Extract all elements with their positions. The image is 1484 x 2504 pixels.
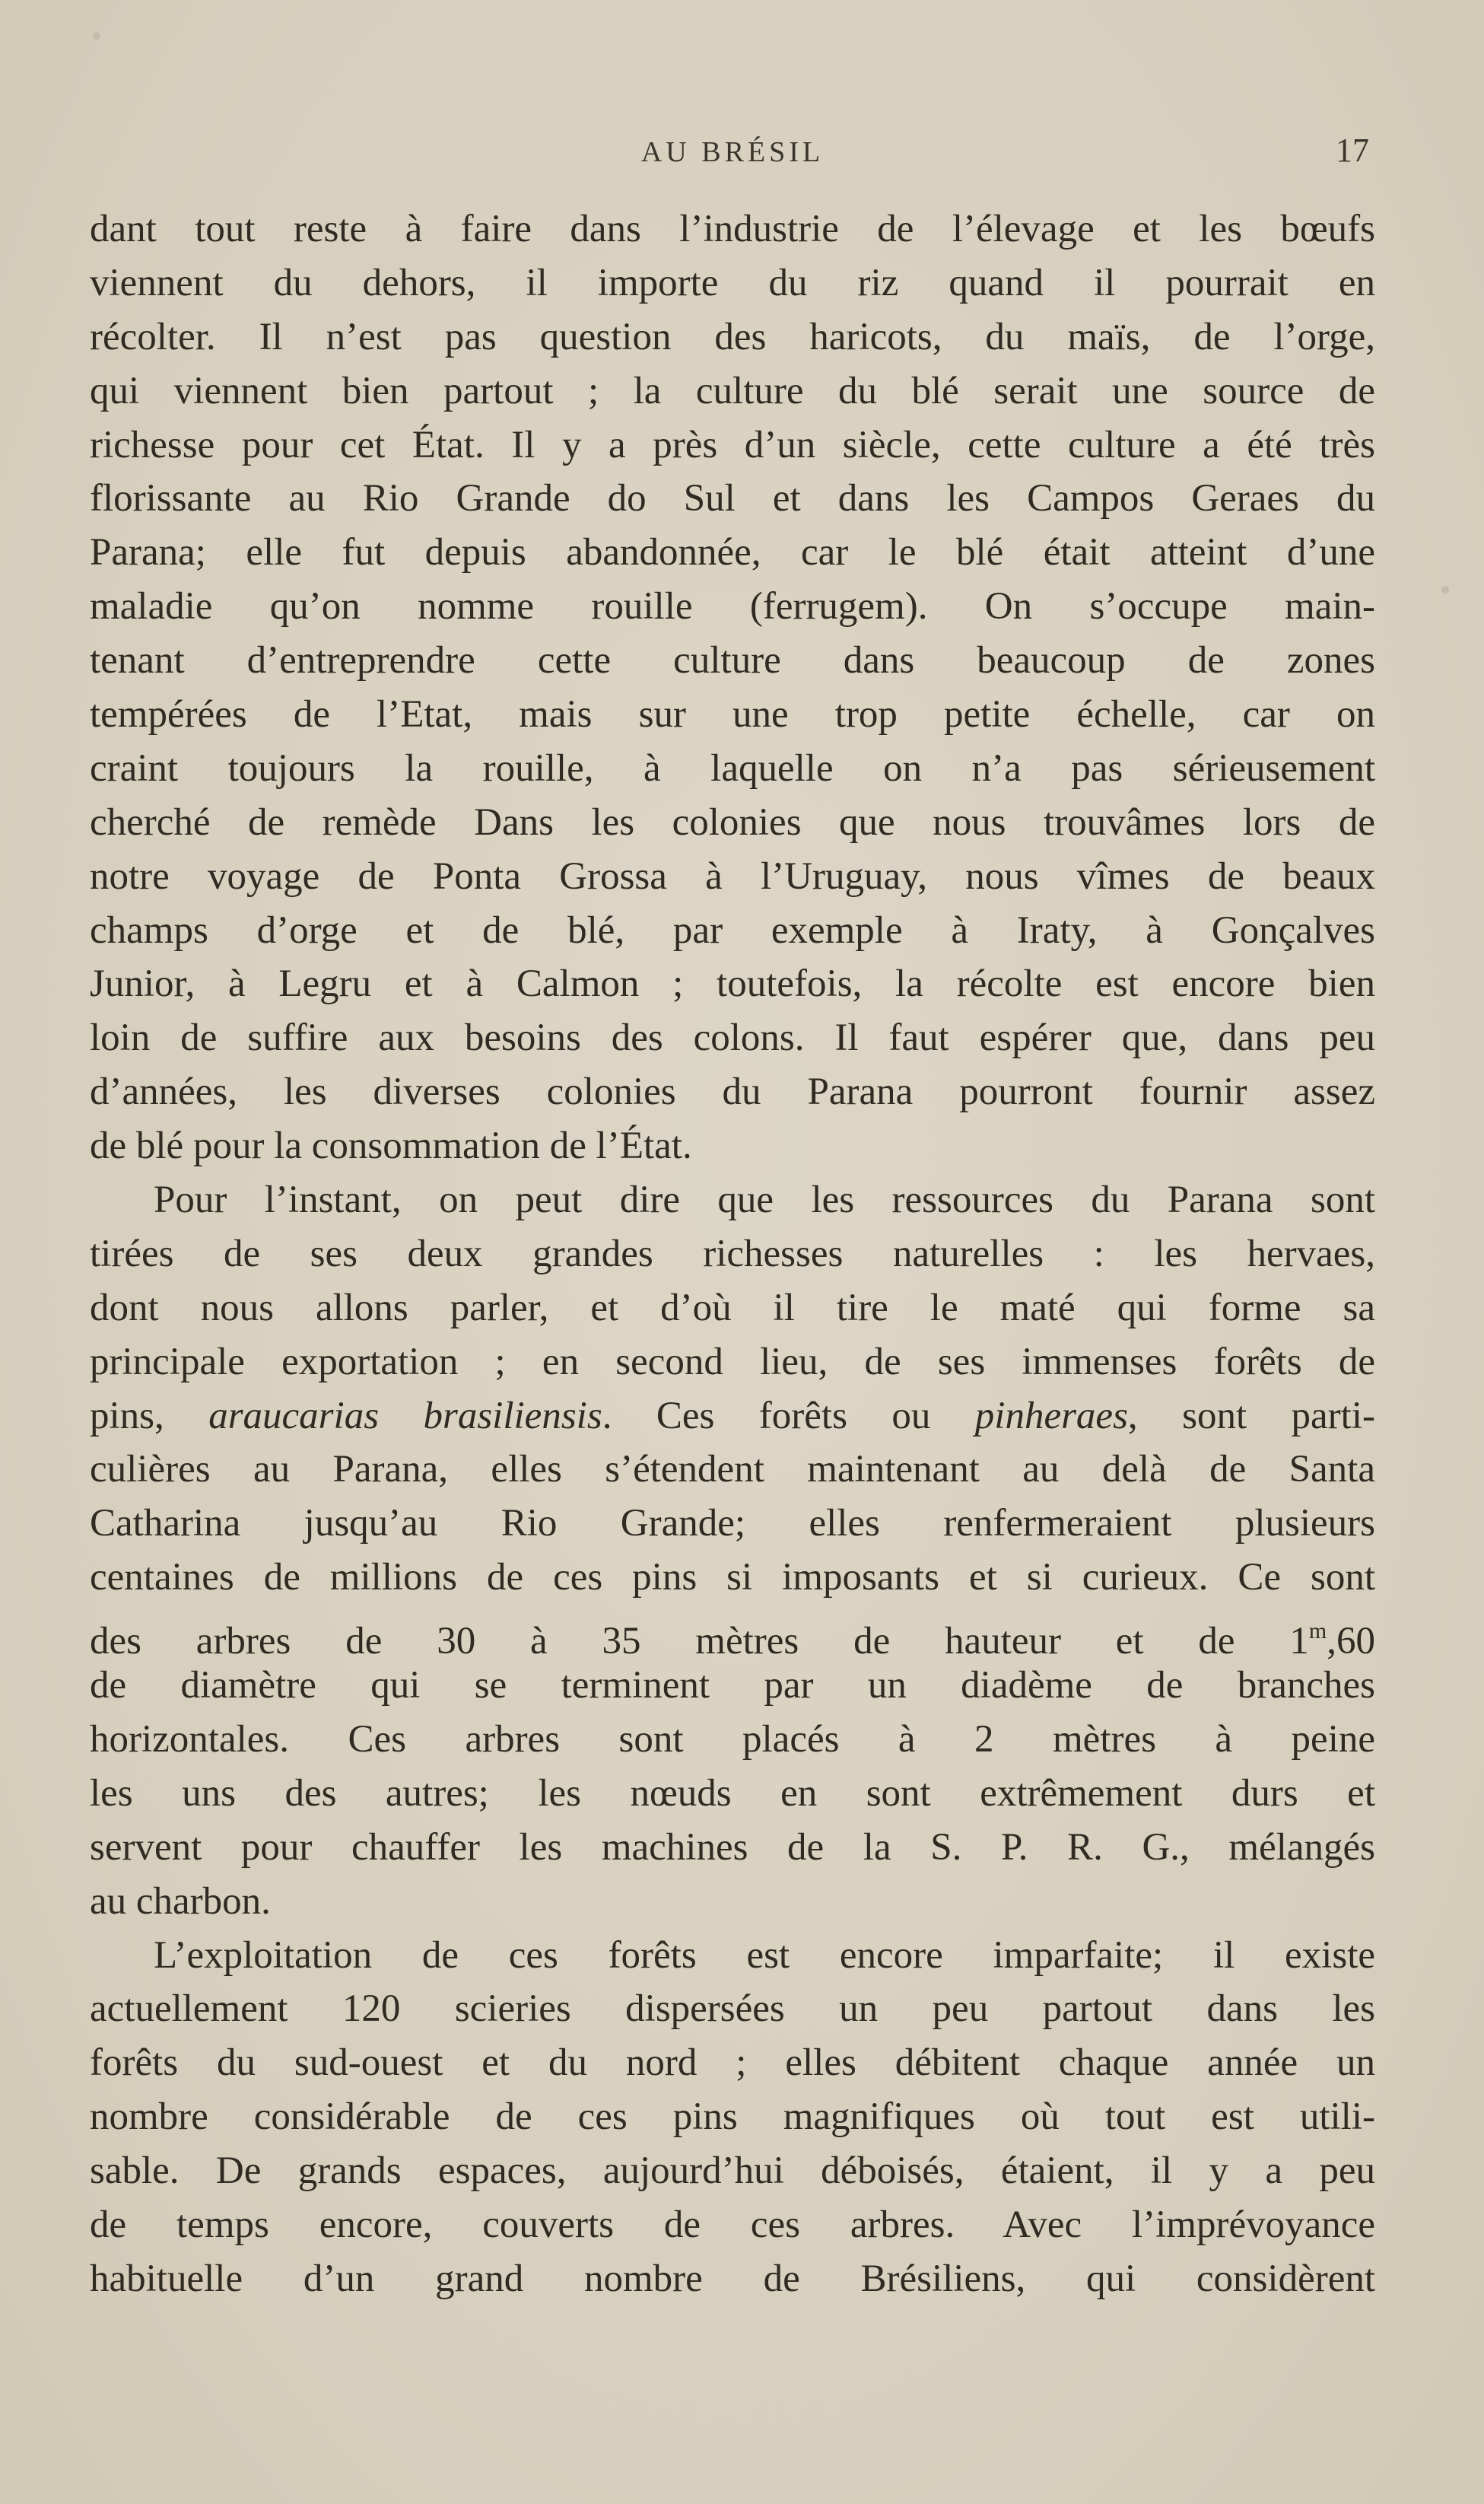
italic-term: araucarias brasiliensis [208, 1394, 602, 1437]
italic-term: pinheraes [974, 1394, 1128, 1437]
text-line: tirées de ses deux grandes richesses naturelles : les hervaes, [90, 1232, 1375, 1275]
text-line: sable. De grands espaces, aujourd’hui déboisés, étaient, il y a peu [90, 2149, 1375, 2193]
line-segment: des arbres de 30 à 35 mètres de hauteur et de 1 [90, 1620, 1309, 1663]
text-line: loin de suffire aux besoins des colons. Il faut espérer que, dans peu [90, 1017, 1375, 1060]
text-line: Pour l’instant, on peut dire que les ressources du Parana sont [154, 1179, 1375, 1222]
line-segment: pins, [90, 1394, 209, 1437]
text-line: L’exploitation de ces forêts est encore imparfaite; il existe [154, 1933, 1375, 1977]
text-line: Catharina jusqu’au Rio Grande; elles renfermeraient plusieurs [90, 1502, 1375, 1545]
text-line: qui viennent bien partout ; la culture du blé serait une source de [90, 369, 1375, 412]
text-line: florissante au Rio Grande do Sul et dans les Campos Geraes du [90, 477, 1375, 520]
text-line-trees [90, 1605, 1375, 1663]
text-line: viennent du dehors, il importe du riz quand il pourrait en [90, 261, 1375, 304]
line-segment: ,60 [1327, 1620, 1375, 1663]
text-line: actuellement 120 scieries dispersées un peu partout dans les [90, 1987, 1375, 2031]
text-line: Parana; elle fut depuis abandonnée, car le blé était atteint d’une [90, 531, 1375, 574]
text-line: notre voyage de Ponta Grossa à l’Uruguay, nous vîmes de beaux [90, 854, 1375, 898]
running-title: AU BRÉSIL [640, 136, 825, 168]
text-line: Junior, à Legru et à Calmon ; toutefois, la récolte est encore bien [90, 962, 1375, 1006]
text-line: tenant d’entreprendre cette culture dans beaucoup de zones [90, 639, 1375, 682]
text-line: d’années, les diverses colonies du Parana pourront fournir assez [90, 1071, 1375, 1114]
text-line: champs d’orge et de blé, par exemple à Iraty, à Gonçalves [90, 908, 1375, 952]
superscript: m [1308, 1618, 1327, 1644]
line-segment: , sont parti- [1127, 1394, 1375, 1437]
text-line: au charbon. [90, 1879, 271, 1923]
page-number: 17 [1336, 132, 1369, 169]
text-line: craint toujours la rouille, à laquelle on n’a pas sérieusement [90, 746, 1375, 790]
text-line: servent pour chauffer les machines de la S. P. R. G., mélangés [90, 1825, 1375, 1869]
body-text [90, 202, 1375, 2306]
text-line: habituelle d’un grand nombre de Brésiliens, qui considèrent [90, 2257, 1375, 2300]
text-line: richesse pour cet État. Il y a près d’un siècle, cette culture a été très [90, 423, 1375, 466]
text-line: forêts du sud-ouest et du nord ; elles débitent chaque année un [90, 2041, 1375, 2085]
text-line: récolter. Il n’est pas question des haricots, du maïs, de l’orge, [90, 315, 1375, 358]
text-line-pins [90, 1389, 1375, 1443]
paper-speck [1441, 586, 1449, 593]
text-line: cherché de remède Dans les colonies que nous trouvâmes lors de [90, 800, 1375, 844]
text-line: centaines de millions de ces pins si imposants et si curieux. Ce sont [90, 1556, 1375, 1599]
text-line: de temps encore, couverts de ces arbres. Avec l’imprévoyance [90, 2203, 1375, 2246]
text-line: culières au Parana, elles s’étendent maintenant au delà de Santa [90, 1448, 1375, 1491]
text-line: tempérées de l’Etat, mais sur une trop petite échelle, car on [90, 693, 1375, 737]
text-line: dont nous allons parler, et d’où il tire le maté qui forme sa [90, 1286, 1375, 1329]
text-line: de diamètre qui se terminent par un diadème de branches [90, 1664, 1375, 1707]
text-line: de blé pour la consommation de l’État. [90, 1125, 692, 1168]
line-segment: . Ces forêts ou [602, 1394, 975, 1437]
text-line: maladie qu’on nomme rouille (ferrugem). On s’occupe main- [90, 585, 1375, 628]
text-line: dant tout reste à faire dans l’industrie de l’élevage et les bœufs [90, 208, 1375, 250]
text-line: principale exportation ; en second lieu, de ses immenses forêts de [90, 1340, 1375, 1383]
page-header [90, 131, 1375, 177]
paper-speck [93, 32, 100, 40]
text-line: horizontales. Ces arbres sont placés à 2 mètres à peine [90, 1717, 1375, 1761]
text-line: nombre considérable de ces pins magnifiques où tout est utili- [90, 2095, 1375, 2139]
text-line: les uns des autres; les nœuds en sont extrêmement durs et [90, 1771, 1375, 1815]
